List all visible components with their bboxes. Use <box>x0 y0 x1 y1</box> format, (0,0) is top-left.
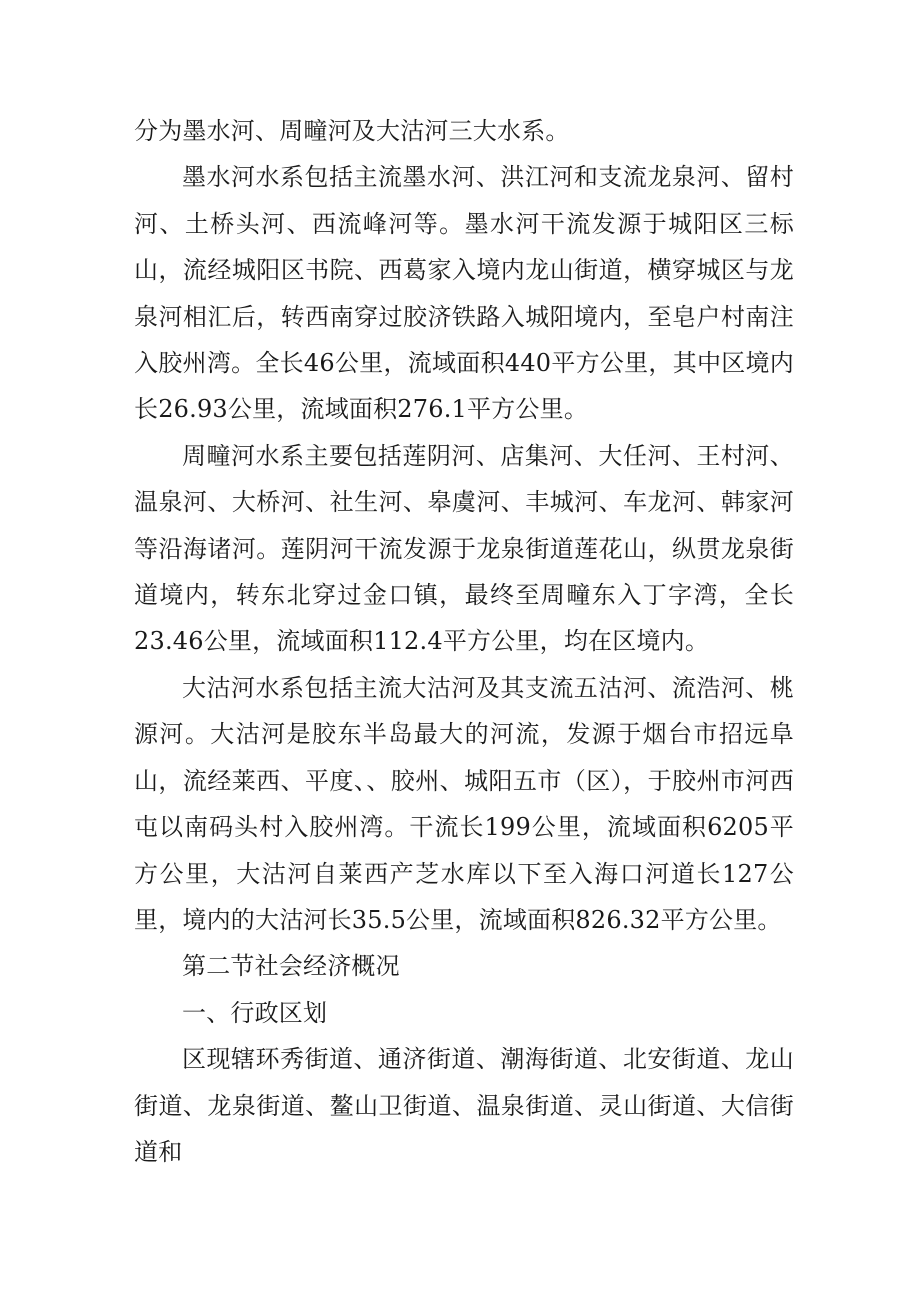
paragraph-continuation: 分为墨水河、周疃河及大沽河三大水系。 <box>134 117 570 145</box>
section-heading: 第二节社会经济概况 <box>182 952 400 981</box>
paragraph-administrative: 区现辖环秀街道、通济街道、潮海街道、北安街道、龙山街道、龙泉街道、鳌山卫街道、温泉街道、灵山街道、大信街道和 <box>134 1045 794 1166</box>
document-body <box>134 108 794 1175</box>
paragraph-moshui-river: 墨水河水系包括主流墨水河、洪江河和支流龙泉河、留村河、土桥头河、西流峰河等。墨水河干流发源于城阳区三标山，流经城阳区书院、西葛家入境内龙山街道，横穿城区与龙泉河相汇后，转西南穿过胶济铁路入城阳境内，至皂户村南注入胶州湾。全长46公里，流域面积440平方公里，其中区境内长26.93公里，流域面积276.1平方公里。 <box>134 163 794 424</box>
paragraph-zhoutuan-river: 周疃河水系主要包括莲阴河、店集河、大任河、王村河、温泉河、大桥河、社生河、皋虞河、丰城河、车龙河、韩家河等沿海诸河。莲阴河干流发源于龙泉街道莲花山，纵贯龙泉街道境内，转东北穿过金口镇，最终至周疃东入丁字湾，全长23.46公里，流域面积112.4平方公里，均在区境内。 <box>134 441 794 656</box>
paragraph-dagu-river: 大沽河水系包括主流大沽河及其支流五沽河、流浩河、桃源河。大沽河是胶东半岛最大的河流，发源于烟台市招远阜山，流经莱西、平度、、胶州、城阳五市（区），于胶州市河西屯以南码头村入胶州湾。干流长199公里，流域面积6205平方公里，大沽河自莱西产芝水库以下至入海口河道长127公里，境内的大沽河长35.5公里，流域面积826.32平方公里。 <box>134 673 794 934</box>
subsection-heading: 一、行政区划 <box>182 998 328 1027</box>
